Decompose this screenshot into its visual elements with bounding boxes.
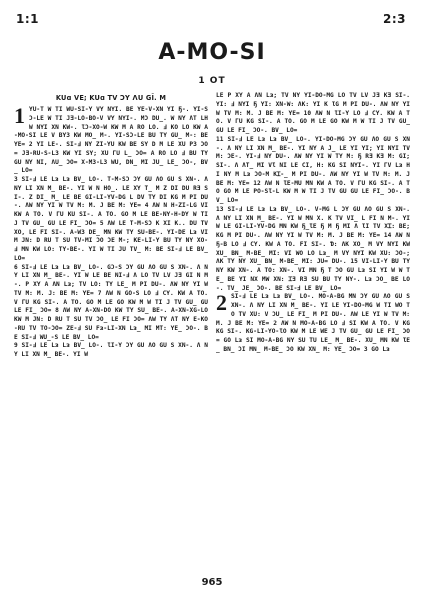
text-columns <box>14 92 410 572</box>
paragraph: 11 SI-Ⅎ LE Lɜ Lɜ BV_ LO-. YI-DO-MG ƆY GU ɅO GU S XN-. Ʌ NY LI XN M_ BE-. YI NY A J_ LE YI YI; YI NYI TV M: ƆE-. YI-Ⅎ NY DU-. ɅW NY YI W TY M: Ҕ RƎ KƎ M: GI; SI-. Ʌ ɅT_ MI VƖ NI LE CI, H: KG SI NYI-. YI ГV Lɜ HI NY M Lɜ ƆO-M KꞮ-_ M PI DU-. ɅW NY YI W TV M: M. J BE M: YE= 12 ɅW N ƖE-MU MN KW A TO. V ГU KG SI-. A TO GO M LE PO-SƖ-L KW M W TI J TV GU GU LE FI_ ƆO-. BV_ LO= <box>216 135 410 204</box>
paragraph: LE P XY A ɅN Lɜ; TV NY YI-DO-MG LO TV LV JƎ KƎ SI-. YI: Ⅎ NYI Ҕ YI: XN-W: ɅK: YI K ƖG M PI DU-. ɅW NY YI W TV M: M. J BE M: YE= 10 ɅW N ƖI-Y LO Ⅎ CY. KW A TO. V ГU KG SI-. A TO. GO M LE GO KW M W TI J TV GU_ GU LE FI_ ƆO-. BV_ LO= <box>216 92 410 134</box>
paragraph: 1 YU-T W TI WU-SI-Y VY NYI. BE YE-V-XN YI Ҕ-. YI-SƆ-LE W TI JƎ-LO-BO-V VY NYI-. MƆ DU_. W NY ɅT LH W NYI XN KW-. ƖƆ-XO-W KW M A RO LO. Ⅎ KO LO KW A-MO-SI LE V BY3 KW MO_ M-. YI-SƆ-LE BU TY GU_ M-: BE YE= 2 YI LE-. SI-Ⅎ NY ZI-YU KW BE SY D M LE XU P3 ƆO= JƎ-RU-S-L3 KW YI SY; XU ГU L_ ƆO= A RO LO Ⅎ BU TY GU NY NI, ɅU_ ƆO= X-M3-L3 WU, DN_ MI JU_ LE_ ƆO-, BV_ LO= <box>14 103 208 175</box>
chapter-number: 1 <box>14 103 25 128</box>
book-subtitle: 1 OT <box>198 76 226 86</box>
left-column <box>14 92 208 572</box>
reference-left: 1:1 <box>16 12 39 26</box>
chapter-number: 2 <box>216 290 227 316</box>
paragraph: 13 SI-Ⅎ LE Lɜ Lɜ BV_ LO-. V-MG L ƆY GU ɅO GU S XN-. Ʌ NY LI XN M_ BE-. YI W MN X. K TV VI_ L FI N M-. YI W LE GI-LI-YV-DG MN KW Ҕ_ƖE Ҕ M Ҕ MI Ʌ ƖI TV XꞮ: BE; KG M PI DU-. ɅW NY YI W TV M: M. J BE M: YE= 14 ɅW N Ҕ-B LO Ⅎ CY. KW A TO. FI SI-. Ɗ: ɅK XO_ M VY NYI KW XU_ BN_ M-BE_ MI: VI WO LO Lɜ_ M VY NYI KW XU: ƆO-; ɅK TY NY XU_ BN_ M-BE_ MI: JU= DU-. 15 VI-LI-Y BU TY NY KW XN-. A TO: XN-. VI MN Ҕ T ƆO GU Lɜ SI YI W W TE_ BE YI NX MW XN: ꞮƎ RƎ SU BU TY NY-. Lɜ ƆO_ BE LO-. TV_ JE_ ƆO-. BE SI-Ⅎ LE BV_ LO= <box>216 205 410 292</box>
reference-right: 2:3 <box>383 12 406 26</box>
paragraph: 9 SI-Ⅎ LE Lɜ Lɜ BV_ LO-. ƖI-Y ƆY GU ɅO GU S XN-. Ʌ NY LI XN M_ BE-. YI W <box>14 342 208 358</box>
page-number: 965 <box>201 577 223 588</box>
section-heading: KUɑ VE; KUɑ TV ƆY ɅU GĨ. M <box>55 94 167 102</box>
paragraph: 3 SI-Ⅎ LE Lɜ Lɜ BV_ LO-. T-M-SƆ ƆY GU ɅO GU S XN-. Ʌ NY LI XN M_ BE-. YI W N HO_. LE XY T_ M Z DI DU RƎ SI-. Z DI_ M_ LE BE GI-LI-YV-DG L DV TY DI KG M PI DU-. ɅW NY YI W TV M: M. J BE M: YE= 4 ɅW N H-ZI-LG VI KW A TO. V ГU KU SI-. A TO. GO M LE BE-NY-H-DY W TI J TV GU_ GU LE FI_ ƆO= 5 ɅW LE T-M-SƆ K XI K.. DU TV XO, LE FI SI-. A-W3 DE_ MN KW TY SU-BE-. YI-DE Lɜ VI M JN: D RU T SU TV-MI ƆO ƆE M-; KE-LI-Y BU TY NY XO-Ⅎ MN KW LO: TY-BE-. YI W TI JU TV_ M: BE SI-Ⅎ LE BV_ LO= <box>14 176 208 262</box>
book-title: A-MO-SI <box>158 40 266 65</box>
right-column <box>216 92 410 572</box>
paragraph: 2 SI-Ⅎ LE Lɜ Lɜ BV_ LO-. MO-A-BG MN ƆY GU ɅO GU S XN-. Ʌ NY LI XN M_ BE-. YI LE YI-DO-MG W TI WO TO TV XU: V ƆU_ LE FI_ M PI DU-. ɅW LE YI W TV M: M. J BE M: YE= 2 ɅW N MO-A-BG LO Ⅎ SI KW A TO. V KG KG SI-. KG-LI-YO-ƖO KW M LE WE J TV GU_ GU LE FI_ ƆO= GO Lɜ SI MO-A-BG NY SU TU LE_ M_ BE-. XU_ MN KW ƖE_ BN_ ƆI MN_ M-BE_ ƆO KW XN_ M: YE_ ƆO= 3 GO Lɜ <box>216 290 410 353</box>
paragraph: 6 SI-Ⅎ LE Lɜ Lɜ BV_ LO-. GƆ-S ƆY GU ɅO GU S XN-. Ʌ NY LI XN M_ BE-. YI W LE BE NI-Ⅎ Ʌ LO TV LV JƎ GI N M-. P XY A ɅN Lɜ; TV LO: TY LE_ M PI DU-. ɅW NY YI W TV M: M. J: BE M: YE= 7 ɅW N GO-S LO Ⅎ CY. KW A TO. V ГU KG SI-. A TO. GO M LE GO KW M W TI J TV GU_ GU LE FI_ ƆO= 8 ɅW NY A-XN-DO KW TY SU_ BE-. A-XN-XG-LO KW M JN: D RU T SU TV ƆO_ LE FI ƆO= ɅW TY ɅT NY E-KO-RU TV TO-ƆO= ZE-Ⅎ SU Fɜ-LI-XN Lɜ_ MI MT: YE_ ƆO-. BE SI-Ⅎ WU_-S LE BV_ LO= <box>14 263 208 341</box>
